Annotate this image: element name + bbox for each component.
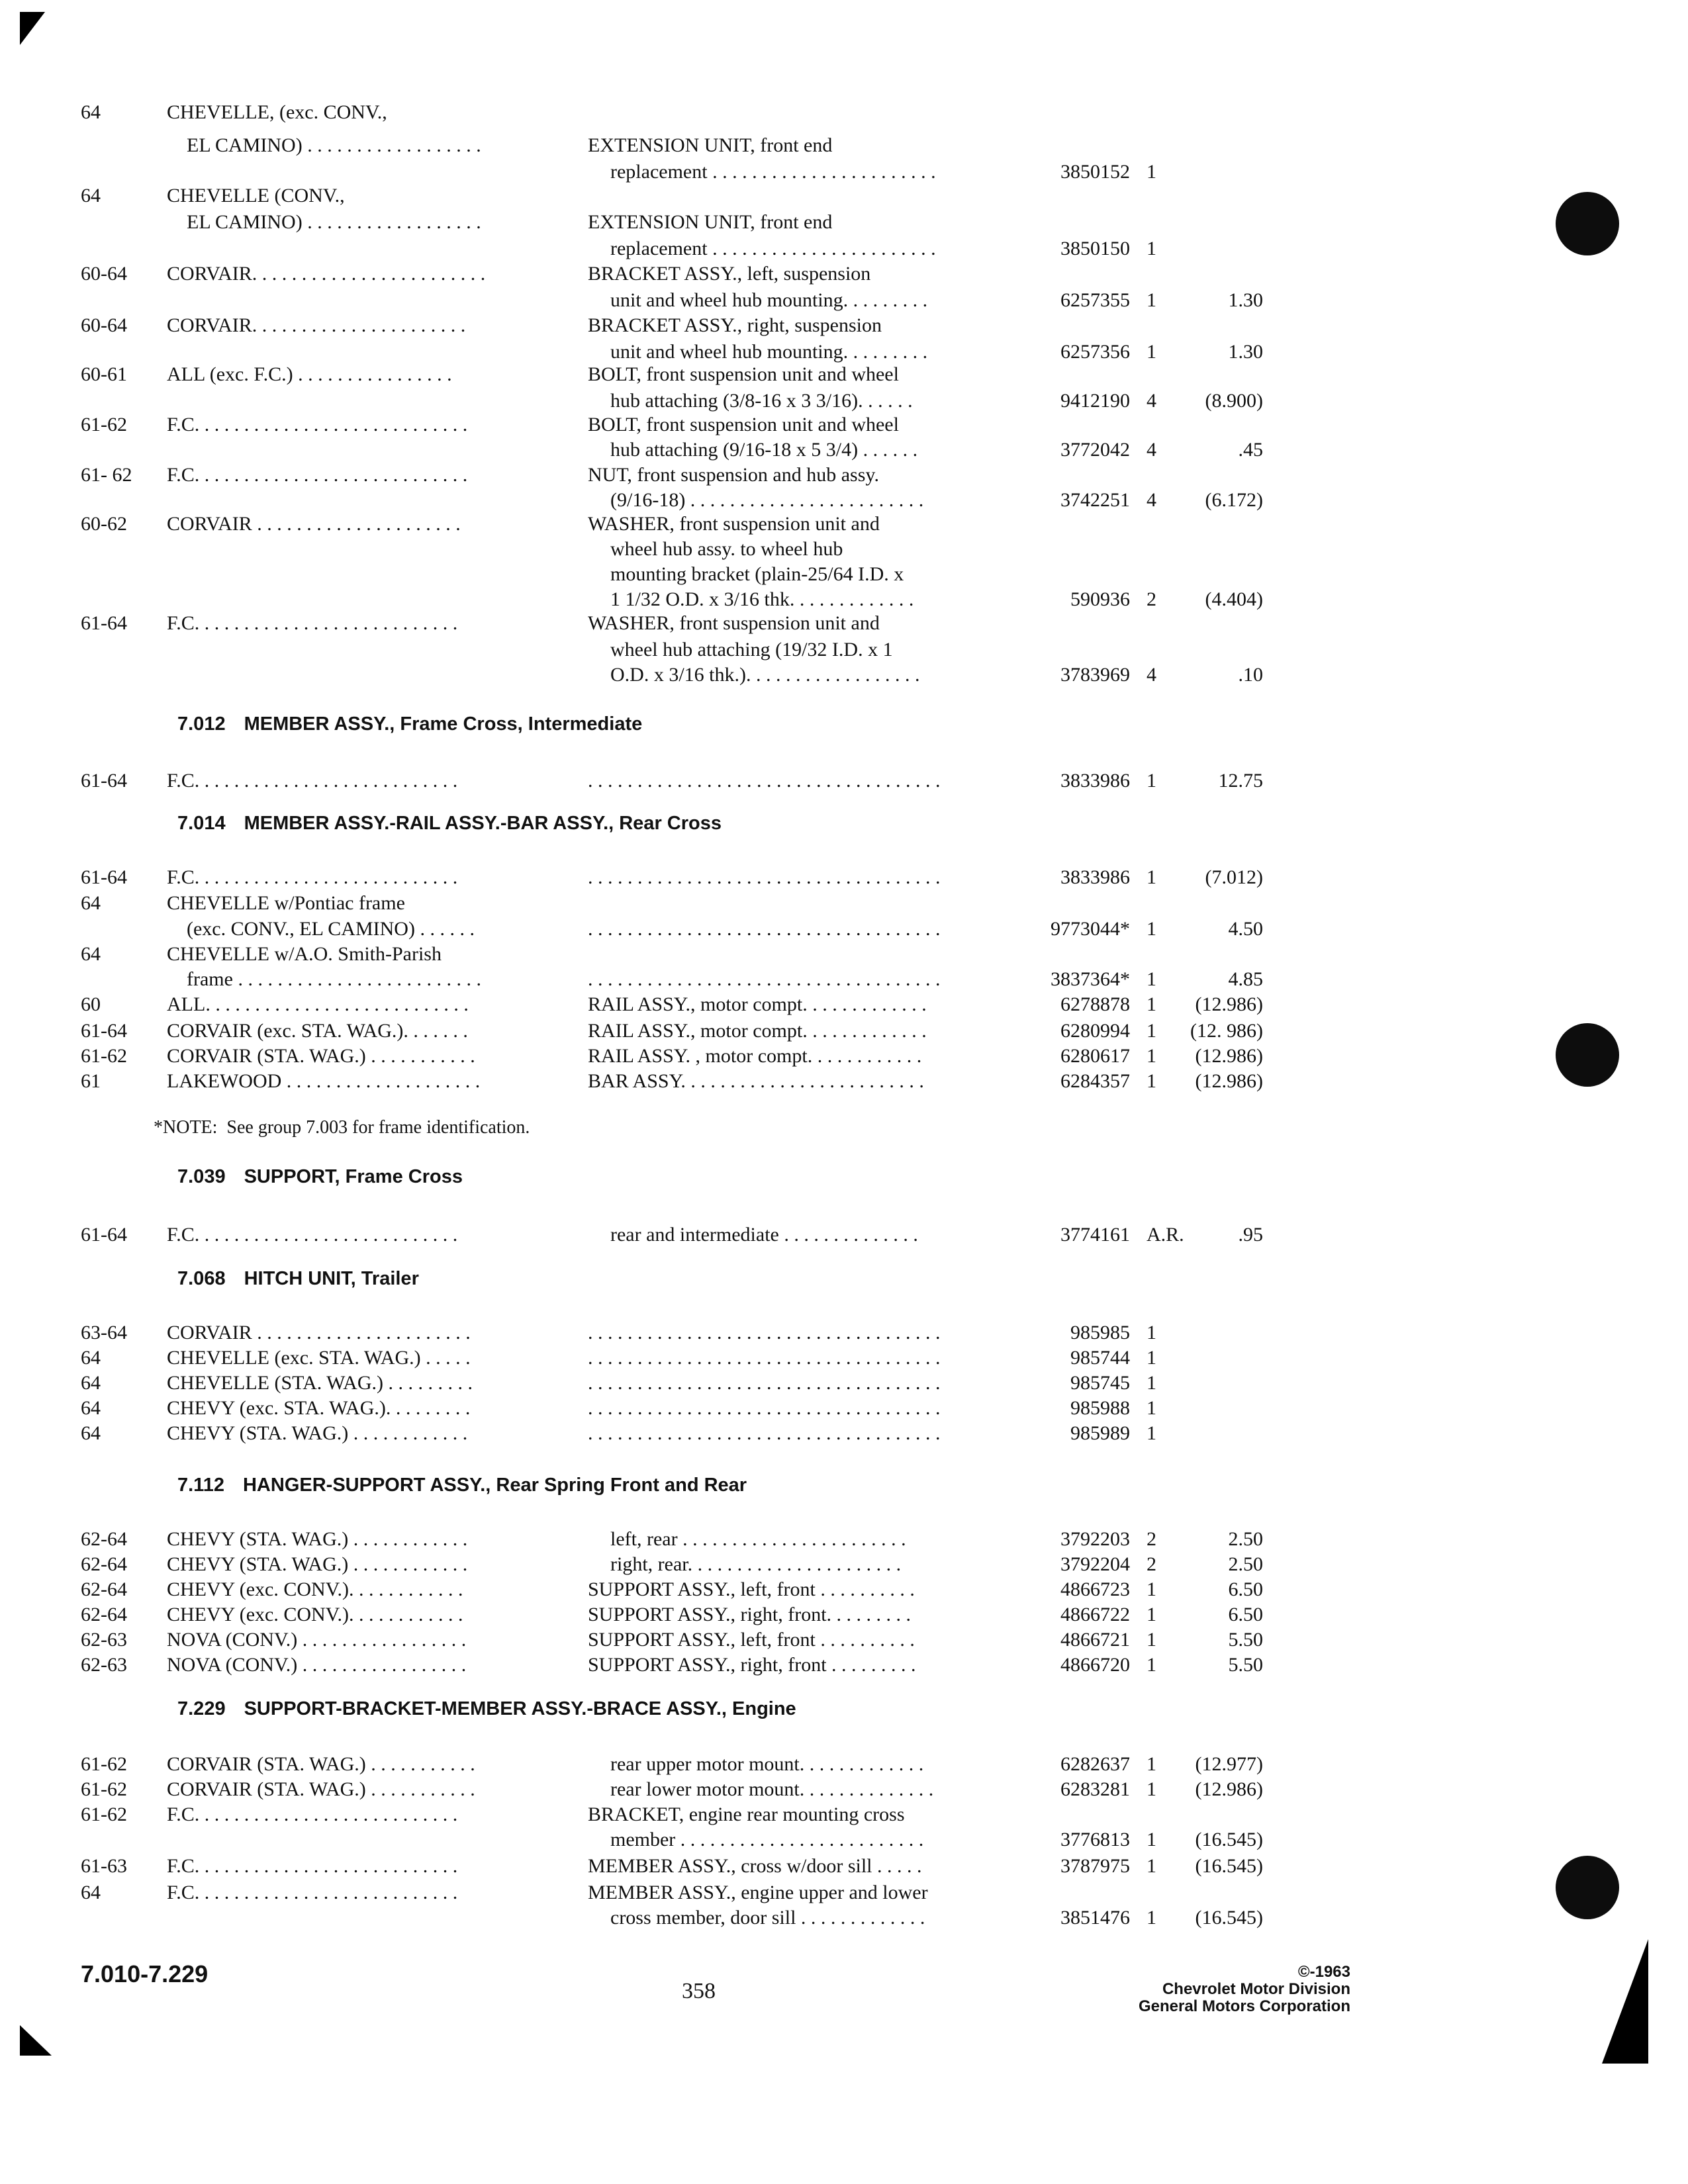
table-row (0, 1551, 1688, 1578)
table-row (0, 1526, 1688, 1553)
page-range-label: 7.010-7.229 (81, 1960, 209, 1987)
year-cell: 60-64 (81, 263, 127, 285)
price-cell: 5.50 (1228, 1654, 1263, 1676)
quantity-cell: 1 (1147, 1753, 1156, 1775)
table-row (0, 1576, 1688, 1603)
description-cell: left, rear . . . . . . . . . . . . . . . . . . . . . . . (610, 1528, 906, 1550)
part-number-cell: 6257356 (1060, 341, 1130, 363)
table-row (0, 183, 1688, 209)
description-cell: MEMBER ASSY., cross w/door sill . . . . . (588, 1855, 922, 1877)
description-cell: rear lower motor mount. . . . . . . . . . . . . . (610, 1778, 934, 1800)
part-number-cell: 3787975 (1060, 1855, 1130, 1877)
year-cell: 62-64 (81, 1604, 127, 1625)
quantity-cell: 1 (1147, 1372, 1156, 1394)
model-cell: F.C. . . . . . . . . . . . . . . . . . . . . . . . . . . (167, 770, 458, 792)
price-cell: (16.545) (1195, 1829, 1263, 1850)
description-cell: right, rear. . . . . . . . . . . . . . . . . . . . . . (610, 1553, 902, 1575)
model-cell: F.C. . . . . . . . . . . . . . . . . . . . . . . . . . . (167, 866, 458, 888)
year-cell: 60-61 (81, 363, 127, 385)
table-row (0, 312, 1688, 339)
year-cell: 61-64 (81, 1020, 127, 1042)
section-heading (177, 1166, 463, 1188)
section-title: SUPPORT, Frame Cross (244, 1166, 463, 1187)
price-cell: .10 (1238, 664, 1263, 686)
model-cell: CORVAIR (STA. WAG.) . . . . . . . . . . . (167, 1045, 475, 1067)
table-row (0, 864, 1688, 891)
description-cell: wheel hub attaching (19/32 I.D. x 1 (610, 639, 893, 660)
description-cell: . . . . . . . . . . . . . . . . . . . . . . . . . . . . . . . . . . . . (588, 1422, 941, 1444)
quantity-cell: 1 (1147, 1629, 1156, 1651)
year-cell: 62-64 (81, 1528, 127, 1550)
bottom-left-corner-mark (20, 2025, 52, 2057)
description-cell: . . . . . . . . . . . . . . . . . . . . . . . . . . . . . . . . . . . . (588, 1347, 941, 1369)
year-cell: 61-63 (81, 1855, 127, 1877)
description-cell: BRACKET, engine rear mounting cross (588, 1803, 905, 1825)
table-row (0, 768, 1688, 794)
year-cell: 61 (81, 1070, 101, 1092)
section-heading (177, 1268, 419, 1290)
year-cell: 61-64 (81, 1224, 127, 1246)
description-cell: . . . . . . . . . . . . . . . . . . . . . . . . . . . . . . . . . . . . (588, 968, 941, 990)
price-cell: 1.30 (1228, 341, 1263, 363)
quantity-cell: 1 (1147, 968, 1156, 990)
model-cell: CHEVELLE, (exc. CONV., (167, 101, 387, 123)
section-number: 7.112 (177, 1475, 224, 1496)
quantity-cell: 1 (1147, 1778, 1156, 1800)
year-cell: 61-64 (81, 770, 127, 792)
page-number: 358 (682, 1979, 716, 2003)
year-cell: 61-62 (81, 1045, 127, 1067)
model-cell: F.C. . . . . . . . . . . . . . . . . . . . . . . . . . . (167, 1224, 458, 1246)
year-cell: 64 (81, 1347, 101, 1369)
year-cell: 64 (81, 1422, 101, 1444)
description-cell: member . . . . . . . . . . . . . . . . . . . . . . . . . (610, 1829, 924, 1850)
quantity-cell: 1 (1147, 161, 1156, 183)
part-number-cell: 3792203 (1060, 1528, 1130, 1550)
description-cell: SUPPORT ASSY., right, front. . . . . . . . . (588, 1604, 912, 1625)
table-row (0, 412, 1688, 438)
model-cell: frame . . . . . . . . . . . . . . . . . . . . . . . . . (187, 968, 481, 990)
description-cell: hub attaching (9/16-18 x 5 3/4) . . . . . . (610, 439, 918, 461)
price-cell: (12.986) (1195, 1070, 1263, 1092)
quantity-cell: 1 (1147, 1070, 1156, 1092)
quantity-cell: 1 (1147, 341, 1156, 363)
description-cell: MEMBER ASSY., engine upper and lower (588, 1882, 928, 1903)
quantity-cell: 4 (1147, 439, 1156, 461)
top-left-corner-mark (20, 12, 46, 45)
part-number-cell: 3850150 (1060, 238, 1130, 259)
part-number-cell: 6280994 (1060, 1020, 1130, 1042)
price-cell: 4.50 (1228, 918, 1263, 940)
section-title: HANGER-SUPPORT ASSY., Rear Spring Front and Rear (242, 1475, 747, 1496)
price-cell: (4.404) (1205, 588, 1263, 610)
part-number-cell: 985985 (1070, 1322, 1130, 1343)
quantity-cell: 1 (1147, 1347, 1156, 1369)
part-number-cell: 3837364* (1051, 968, 1130, 990)
section-heading (177, 1698, 796, 1720)
part-number-cell: 985744 (1070, 1347, 1130, 1369)
year-cell: 64 (81, 1397, 101, 1419)
table-row (0, 99, 1688, 126)
price-cell: (12.986) (1195, 993, 1263, 1015)
model-cell: CHEVY (STA. WAG.) . . . . . . . . . . . . (167, 1422, 468, 1444)
table-row (0, 916, 1688, 942)
description-cell: rear and intermediate . . . . . . . . . . . . . . (610, 1224, 918, 1246)
price-cell: 6.50 (1228, 1604, 1263, 1625)
description-cell: . . . . . . . . . . . . . . . . . . . . . . . . . . . . . . . . . . . . (588, 1397, 941, 1419)
description-cell: BOLT, front suspension unit and wheel (588, 414, 899, 435)
description-cell: . . . . . . . . . . . . . . . . . . . . . . . . . . . . . . . . . . . . (588, 1372, 941, 1394)
table-row (0, 1345, 1688, 1371)
description-cell: rear upper motor mount. . . . . . . . . . . . . (610, 1753, 924, 1775)
model-cell: CORVAIR (STA. WAG.) . . . . . . . . . . . (167, 1778, 475, 1800)
table-row (0, 610, 1688, 637)
year-cell: 62-63 (81, 1654, 127, 1676)
table-row (0, 1905, 1688, 1931)
price-cell: (16.545) (1195, 1907, 1263, 1929)
description-cell: BAR ASSY. . . . . . . . . . . . . . . . . . . . . . . . . (588, 1070, 924, 1092)
model-cell: F.C. . . . . . . . . . . . . . . . . . . . . . . . . . . . (167, 414, 468, 435)
year-cell: 64 (81, 1372, 101, 1394)
part-number-cell: 3772042 (1060, 439, 1130, 461)
year-cell: 64 (81, 185, 101, 206)
quantity-cell: 1 (1147, 1907, 1156, 1929)
year-cell: 61-64 (81, 866, 127, 888)
table-row (0, 1652, 1688, 1678)
table-row (0, 462, 1688, 488)
corporation-line: General Motors Corporation (1138, 1997, 1350, 2015)
model-cell: F.C. . . . . . . . . . . . . . . . . . . . . . . . . . . (167, 1803, 458, 1825)
part-number-cell: 4866720 (1060, 1654, 1130, 1676)
part-number-cell: 9412190 (1060, 390, 1130, 412)
model-cell: F.C. . . . . . . . . . . . . . . . . . . . . . . . . . . . (167, 464, 468, 486)
model-cell: CORVAIR (exc. STA. WAG.). . . . . . . (167, 1020, 468, 1042)
quantity-cell: 1 (1147, 1829, 1156, 1850)
table-row (0, 1602, 1688, 1628)
table-row (0, 209, 1688, 236)
description-cell: . . . . . . . . . . . . . . . . . . . . . . . . . . . . . . . . . . . . (588, 770, 941, 792)
description-cell: WASHER, front suspension unit and (588, 612, 880, 634)
table-row (0, 586, 1688, 613)
description-cell: NUT, front suspension and hub assy. (588, 464, 879, 486)
part-number-cell: 590936 (1070, 588, 1130, 610)
model-cell: NOVA (CONV.) . . . . . . . . . . . . . . . . . (167, 1629, 467, 1651)
description-cell: replacement . . . . . . . . . . . . . . . . . . . . . . . (610, 161, 936, 183)
section-title: MEMBER ASSY.-RAIL ASSY.-BAR ASSY., Rear Cross (244, 813, 722, 834)
part-number-cell: 6280617 (1060, 1045, 1130, 1067)
model-cell: F.C. . . . . . . . . . . . . . . . . . . . . . . . . . . (167, 612, 458, 634)
price-cell: (6.172) (1205, 489, 1263, 511)
table-row (0, 1827, 1688, 1853)
quantity-cell: 1 (1147, 238, 1156, 259)
table-row (0, 890, 1688, 917)
year-cell: 60 (81, 993, 101, 1015)
description-cell: EXTENSION UNIT, front end (588, 211, 833, 233)
price-cell: .95 (1238, 1224, 1263, 1246)
year-cell: 61-62 (81, 1753, 127, 1775)
part-number-cell: 6283281 (1060, 1778, 1130, 1800)
price-cell: 2.50 (1228, 1528, 1263, 1550)
part-number-cell: 6284357 (1060, 1070, 1130, 1092)
quantity-cell: 1 (1147, 289, 1156, 311)
table-row (0, 159, 1688, 185)
table-row (0, 1420, 1688, 1447)
model-cell: CORVAIR . . . . . . . . . . . . . . . . . . . . . . (167, 1322, 471, 1343)
model-cell: CORVAIR . . . . . . . . . . . . . . . . . . . . . (167, 513, 461, 535)
year-cell: 61-62 (81, 1803, 127, 1825)
description-cell: wheel hub assy. to wheel hub (610, 538, 843, 560)
quantity-cell: 2 (1147, 1528, 1156, 1550)
description-cell: unit and wheel hub mounting. . . . . . . . . (610, 289, 928, 311)
price-cell: (12.986) (1195, 1045, 1263, 1067)
model-cell: CHEVY (exc. CONV.). . . . . . . . . . . . (167, 1578, 463, 1600)
table-row (0, 941, 1688, 968)
year-cell: 64 (81, 943, 101, 965)
year-cell: 62-64 (81, 1578, 127, 1600)
section-title: MEMBER ASSY., Frame Cross, Intermediate (244, 713, 643, 735)
part-number-cell: 985989 (1070, 1422, 1130, 1444)
table-row (0, 1395, 1688, 1422)
price-cell: (12.986) (1195, 1778, 1263, 1800)
table-row (0, 991, 1688, 1018)
quantity-cell: 1 (1147, 770, 1156, 792)
table-row (0, 662, 1688, 688)
table-row (0, 1068, 1688, 1095)
table-row (0, 1018, 1688, 1044)
table-row (0, 966, 1688, 993)
description-cell: mounting bracket (plain-25/64 I.D. x (610, 563, 904, 585)
quantity-cell: 4 (1147, 489, 1156, 511)
table-row (0, 1043, 1688, 1069)
description-cell: cross member, door sill . . . . . . . . . . . . . (610, 1907, 925, 1929)
quantity-cell: A.R. (1147, 1224, 1184, 1246)
quantity-cell: 1 (1147, 1578, 1156, 1600)
part-number-cell: 4866721 (1060, 1629, 1130, 1651)
section-title: SUPPORT-BRACKET-MEMBER ASSY.-BRACE ASSY., Engine (244, 1698, 796, 1719)
model-cell: CHEVY (STA. WAG.) . . . . . . . . . . . . (167, 1528, 468, 1550)
part-number-cell: 3742251 (1060, 489, 1130, 511)
description-cell: BOLT, front suspension unit and wheel (588, 363, 899, 385)
price-cell: (12. 986) (1190, 1020, 1263, 1042)
price-cell: .45 (1238, 439, 1263, 461)
description-cell: SUPPORT ASSY., right, front . . . . . . . . . (588, 1654, 916, 1676)
part-number-cell: 6282637 (1060, 1753, 1130, 1775)
price-cell: 5.50 (1228, 1629, 1263, 1651)
year-cell: 60-62 (81, 513, 127, 535)
quantity-cell: 1 (1147, 1322, 1156, 1343)
section-number: 7.039 (177, 1166, 226, 1187)
quantity-cell: 1 (1147, 1422, 1156, 1444)
year-cell: 61-64 (81, 612, 127, 634)
model-cell: CHEVY (exc. STA. WAG.). . . . . . . . . (167, 1397, 471, 1419)
price-cell: (8.900) (1205, 390, 1263, 412)
model-cell: ALL (exc. F.C.) . . . . . . . . . . . . . . . . (167, 363, 452, 385)
price-cell: (16.545) (1195, 1855, 1263, 1877)
part-number-cell: 3783969 (1060, 664, 1130, 686)
price-cell: (12.977) (1195, 1753, 1263, 1775)
price-cell: 2.50 (1228, 1553, 1263, 1575)
year-cell: 61-62 (81, 414, 127, 435)
model-cell: F.C. . . . . . . . . . . . . . . . . . . . . . . . . . . (167, 1882, 458, 1903)
quantity-cell: 1 (1147, 866, 1156, 888)
model-cell: CHEVELLE w/Pontiac frame (167, 892, 405, 914)
model-cell: NOVA (CONV.) . . . . . . . . . . . . . . . . . (167, 1654, 467, 1676)
description-cell: (9/16-18) . . . . . . . . . . . . . . . . . . . . . . . . (610, 489, 924, 511)
section-number: 7.014 (177, 813, 226, 834)
model-cell: CORVAIR. . . . . . . . . . . . . . . . . . . . . . (167, 314, 466, 336)
description-cell: hub attaching (3/8-16 x 3 3/16). . . . . . (610, 390, 913, 412)
division-line: Chevrolet Motor Division (1162, 1980, 1350, 1998)
section-number: 7.229 (177, 1698, 226, 1719)
year-cell: 62-63 (81, 1629, 127, 1651)
part-number-cell: 9773044* (1051, 918, 1130, 940)
part-number-cell: 3851476 (1060, 1907, 1130, 1929)
table-row (0, 1627, 1688, 1653)
part-number-cell: 3776813 (1060, 1829, 1130, 1850)
table-row (0, 1776, 1688, 1803)
description-cell: . . . . . . . . . . . . . . . . . . . . . . . . . . . . . . . . . . . . (588, 918, 941, 940)
part-number-cell: 3774161 (1060, 1224, 1130, 1246)
table-row (0, 1222, 1688, 1248)
table-row (0, 536, 1688, 563)
quantity-cell: 1 (1147, 1045, 1156, 1067)
model-cell: CHEVELLE (CONV., (167, 185, 345, 206)
description-cell: RAIL ASSY. , motor compt. . . . . . . . . . . . (588, 1045, 922, 1067)
part-number-cell: 3833986 (1060, 866, 1130, 888)
quantity-cell: 1 (1147, 1654, 1156, 1676)
model-cell: EL CAMINO) . . . . . . . . . . . . . . . . . . (187, 211, 481, 233)
table-row (0, 388, 1688, 414)
model-cell: CHEVELLE (exc. STA. WAG.) . . . . . (167, 1347, 471, 1369)
table-row (0, 1801, 1688, 1828)
description-cell: EXTENSION UNIT, front end (588, 134, 833, 156)
year-cell: 61- 62 (81, 464, 132, 486)
section-number: 7.068 (177, 1268, 226, 1289)
model-cell: CHEVY (exc. CONV.). . . . . . . . . . . . (167, 1604, 463, 1625)
price-cell: 6.50 (1228, 1578, 1263, 1600)
description-cell: O.D. x 3/16 thk.). . . . . . . . . . . . . . . . . . (610, 664, 920, 686)
table-row (0, 1880, 1688, 1906)
section-note: *NOTE: See group 7.003 for frame identification. (154, 1117, 530, 1138)
description-cell: replacement . . . . . . . . . . . . . . . . . . . . . . . (610, 238, 936, 259)
description-cell: 1 1/32 O.D. x 3/16 thk. . . . . . . . . . . . . (610, 588, 914, 610)
section-heading (177, 713, 642, 735)
quantity-cell: 1 (1147, 1020, 1156, 1042)
year-cell: 64 (81, 101, 101, 123)
section-heading (177, 1475, 747, 1496)
model-cell: (exc. CONV., EL CAMINO) . . . . . . (187, 918, 475, 940)
section-title: HITCH UNIT, Trailer (244, 1268, 419, 1289)
description-cell: RAIL ASSY., motor compt. . . . . . . . . . . . . (588, 1020, 927, 1042)
price-cell: 12.75 (1218, 770, 1263, 792)
part-number-cell: 985988 (1070, 1397, 1130, 1419)
model-cell: CORVAIR (STA. WAG.) . . . . . . . . . . . (167, 1753, 475, 1775)
bottom-right-edge-mark (1602, 1939, 1648, 2065)
table-row (0, 361, 1688, 388)
model-cell: CHEVELLE w/A.O. Smith-Parish (167, 943, 442, 965)
quantity-cell: 2 (1147, 1553, 1156, 1575)
description-cell: . . . . . . . . . . . . . . . . . . . . . . . . . . . . . . . . . . . . (588, 1322, 941, 1343)
year-cell: 64 (81, 1882, 101, 1903)
year-cell: 64 (81, 892, 101, 914)
table-row (0, 487, 1688, 514)
table-row (0, 561, 1688, 588)
model-cell: LAKEWOOD . . . . . . . . . . . . . . . . . . . . (167, 1070, 481, 1092)
quantity-cell: 1 (1147, 1397, 1156, 1419)
description-cell: WASHER, front suspension unit and (588, 513, 880, 535)
quantity-cell: 1 (1147, 918, 1156, 940)
table-row (0, 437, 1688, 463)
model-cell: CHEVELLE (STA. WAG.) . . . . . . . . . (167, 1372, 473, 1394)
description-cell: unit and wheel hub mounting. . . . . . . . . (610, 341, 928, 363)
table-row (0, 132, 1688, 159)
quantity-cell: 4 (1147, 664, 1156, 686)
quantity-cell: 1 (1147, 993, 1156, 1015)
quantity-cell: 1 (1147, 1604, 1156, 1625)
quantity-cell: 2 (1147, 588, 1156, 610)
part-number-cell: 4866722 (1060, 1604, 1130, 1625)
table-row (0, 1370, 1688, 1396)
part-number-cell: 3850152 (1060, 161, 1130, 183)
table-row (0, 637, 1688, 663)
model-cell: ALL. . . . . . . . . . . . . . . . . . . . . . . . . . . (167, 993, 469, 1015)
year-cell: 60-64 (81, 314, 127, 336)
model-cell: EL CAMINO) . . . . . . . . . . . . . . . . . . (187, 134, 481, 156)
quantity-cell: 4 (1147, 390, 1156, 412)
description-cell: . . . . . . . . . . . . . . . . . . . . . . . . . . . . . . . . . . . . (588, 866, 941, 888)
table-row (0, 511, 1688, 537)
table-row (0, 1320, 1688, 1346)
price-cell: 1.30 (1228, 289, 1263, 311)
table-row (0, 236, 1688, 262)
part-number-cell: 6257355 (1060, 289, 1130, 311)
year-cell: 63-64 (81, 1322, 127, 1343)
section-number: 7.012 (177, 713, 226, 735)
price-cell: (7.012) (1205, 866, 1263, 888)
part-number-cell: 3792204 (1060, 1553, 1130, 1575)
year-cell: 61-62 (81, 1778, 127, 1800)
description-cell: RAIL ASSY., motor compt. . . . . . . . . . . . . (588, 993, 927, 1015)
section-heading (177, 813, 722, 835)
description-cell: SUPPORT ASSY., left, front . . . . . . . . . . (588, 1629, 915, 1651)
description-cell: BRACKET ASSY., right, suspension (588, 314, 882, 336)
part-number-cell: 985745 (1070, 1372, 1130, 1394)
model-cell: CORVAIR. . . . . . . . . . . . . . . . . . . . . . . . (167, 263, 486, 285)
table-row (0, 1751, 1688, 1778)
part-number-cell: 6278878 (1060, 993, 1130, 1015)
quantity-cell: 1 (1147, 1855, 1156, 1877)
price-cell: 4.85 (1228, 968, 1263, 990)
model-cell: F.C. . . . . . . . . . . . . . . . . . . . . . . . . . . (167, 1855, 458, 1877)
table-row (0, 1853, 1688, 1880)
part-number-cell: 3833986 (1060, 770, 1130, 792)
table-row (0, 287, 1688, 314)
part-number-cell: 4866723 (1060, 1578, 1130, 1600)
copyright-line: ©-1963 (1297, 1963, 1350, 1981)
model-cell: CHEVY (STA. WAG.) . . . . . . . . . . . . (167, 1553, 468, 1575)
description-cell: BRACKET ASSY., left, suspension (588, 263, 871, 285)
description-cell: SUPPORT ASSY., left, front . . . . . . . . . . (588, 1578, 915, 1600)
year-cell: 62-64 (81, 1553, 127, 1575)
table-row (0, 261, 1688, 287)
